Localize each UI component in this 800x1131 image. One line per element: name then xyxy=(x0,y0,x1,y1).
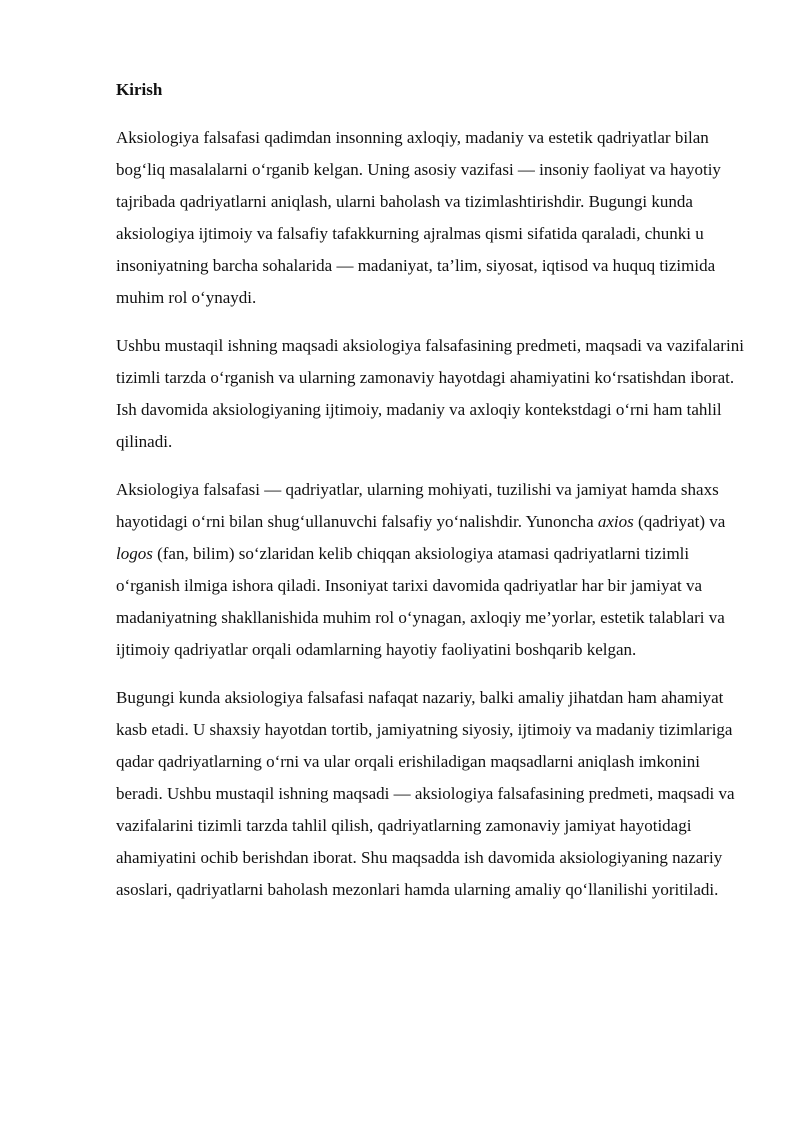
term-logos: logos xyxy=(116,544,153,563)
term-axios: axios xyxy=(597,512,634,531)
paragraph-4: Bugungi kunda aksiologiya falsafasi nafaqat nazariy, balki amaliy jihatdan ham ahamiyat kasb etadi. U shaxsiy hayotdan tortib, jamiyatning siyosiy, ijtimoiy va madaniy tizimlariga qadar qadriyatlarning o‘rni va ular orqali erishiladigan maqsadlarni aniqlash imkonini beradi. Ushbu mustaqil ishning maqsadi — aksiologiya falsafasining predmeti, maqsadi va vazifalarini tizimli tarzda tahlil qilish, qadriyatlarning zamonaviy jamiyat hayotidagi ahamiyatini ochib berishdan iborat. Shu maqsadda ish davomida aksiologiyaning nazariy asoslari, qadriyatlarni baholash mezonlari hamda ularning amaliy qo‘llanilishi yoritiladi. xyxy=(116,688,735,899)
section-heading: Kirish xyxy=(116,80,163,99)
paragraph-1: Aksiologiya falsafasi qadimdan insonning axloqiy, madaniy va estetik qadriyatlar bilan bog‘liq masalalarni o‘rganib kelgan. Uning asosiy vazifasi — insoniy faoliyat va hayotiy tajribada qadriyatlarni aniqlash, ularni baholash va tizimlashtirishdir. Bugungi kunda aksiologiya ijtimoiy va falsafiy tafakkurning ajralmas qismi sifatida qaraladi, chunki u insoniyatning barcha sohalarida — madaniyat, ta’lim, siyosat, iqtisod va huquq tizimida muhim rol o‘ynaydi. xyxy=(116,128,721,307)
paragraph-3-text-b: (qadriyat) va xyxy=(633,512,726,531)
document-body xyxy=(116,74,746,906)
paragraph-3-text-a: Aksiologiya falsafasi — qadriyatlar, ularning mohiyati, tuzilishi va jamiyat hamda shaxs hayotidagi o‘rni bilan shug‘ullanuvchi falsafiy yo‘nalishdir. Yunoncha xyxy=(116,480,719,531)
paragraph-3-text-c: (fan, bilim) so‘zlaridan kelib chiqqan aksiologiya atamasi qadriyatlarni tizimli o‘rganish ilmiga ishora qiladi. Insoniyat tarixi davomida qadriyatlar har bir jamiyat va madaniyatning shakllanishida muhim rol o‘ynagan, axloqiy me’yorlar, estetik talablari va ijtimoiy qadriyatlar orqali odamlarning hayotiy faoliyatini boshqarib kelgan. xyxy=(116,544,725,659)
paragraph-3 xyxy=(116,474,746,666)
paragraph-2: Ushbu mustaqil ishning maqsadi aksiologiya falsafasining predmeti, maqsadi va vazifalarini tizimli tarzda o‘rganish va ularning zamonaviy hayotdagi ahamiyatini ko‘rsatishdan iborat. Ish davomida aksiologiyaning ijtimoiy, madaniy va axloqiy kontekstdagi o‘rni ham tahlil qilinadi. xyxy=(116,336,744,451)
